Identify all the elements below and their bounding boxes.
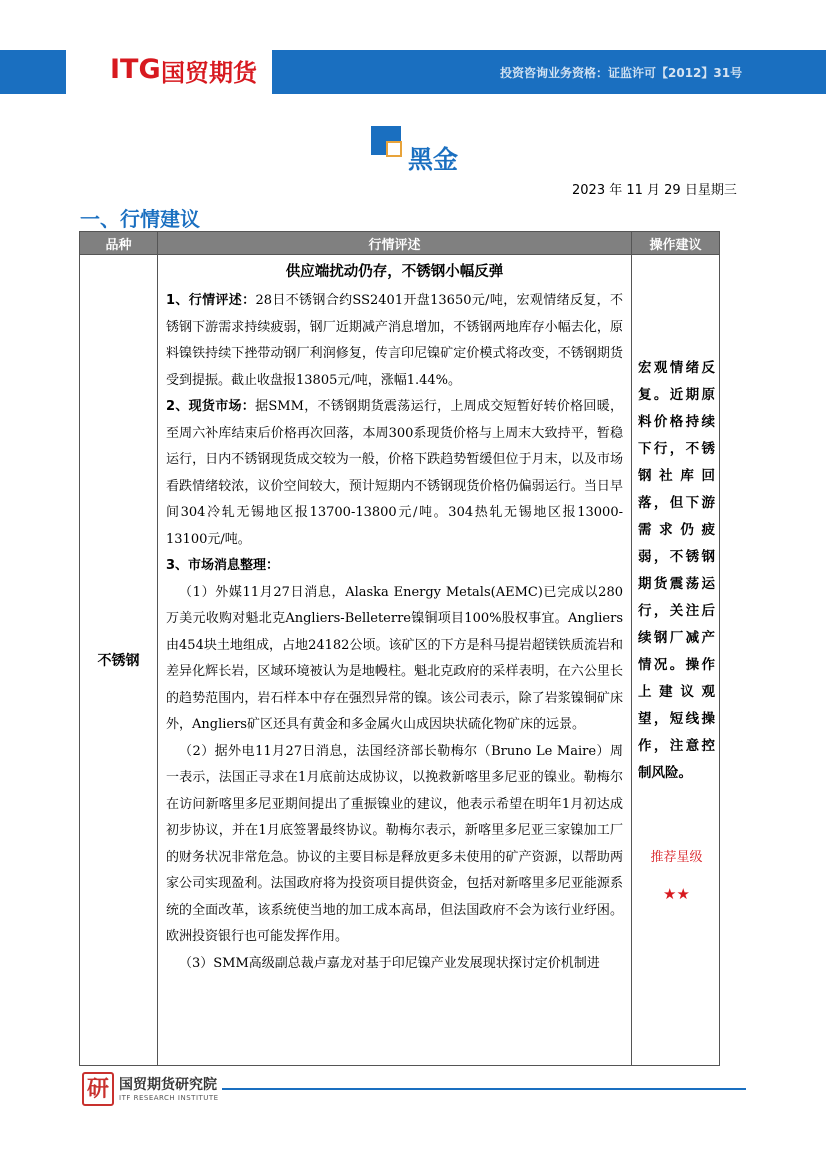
- operation-cell: [632, 255, 720, 1066]
- title-square-inner-icon: [386, 141, 402, 157]
- star-rating-icon: ★★: [663, 885, 690, 903]
- table-header-row: [80, 232, 720, 255]
- research-institute-name: 国贸期货研究院: [119, 1077, 217, 1093]
- footer-divider: [222, 1088, 746, 1090]
- company-logo-itg: ITG: [110, 54, 161, 85]
- kind-cell: 不锈钢: [80, 255, 158, 1066]
- review-text-1: 28日不锈钢合约SS2401开盘13650元/吨，宏观情绪反复，不锈钢下游需求持续疲弱，钢厂近期减产消息增加，不锈钢两地库存小幅去化，原料镍铁持续下挫带动钢厂利润修复，传言印尼镍矿定价模式将改变，不锈钢期货受到提振。截止收盘报13805元/吨，涨幅1.44%。: [166, 293, 623, 388]
- review-label-2: 2、现货市场：: [166, 399, 256, 414]
- license-text: 投资咨询业务资格：证监许可【2012】31号: [500, 66, 743, 80]
- header-band-left: [0, 50, 66, 94]
- header-operation: 操作建议: [632, 232, 720, 255]
- review-label-3: 3、市场消息整理：: [166, 558, 280, 573]
- report-date: 2023 年 11 月 29 日星期三: [572, 183, 737, 198]
- news-item-2: （2）据外电11月27日消息，法国经济部长勒梅尔（Bruno Le Maire）周一表示，法国正寻求在1月底前达成协议，以挽救新喀里多尼亚的镍业。勒梅尔在访问新喀里多尼亚期间提出了重振镍业的建议，他表示希望在明年1月初达成初步协议，并在1月底签署最终协议。勒梅尔表示，新喀里多尼亚三家镍加工厂的财务状况非常危急。协议的主要目标是释放更多未使用的矿产资源，以帮助两家公司实现盈利。法国政府将为投资项目提供资金，包括对新喀里多尼亚能源系统的全面改革，该系统使当地的加工成本高昂，但法国政府不会为该行业纾困。欧洲投资银行也可能发挥作用。: [166, 743, 623, 944]
- news-item-3: （3）SMM高级副总裁卢嘉龙对基于印尼镍产业发展现状探讨定价机制进: [179, 955, 600, 971]
- report-title: 黑金: [408, 145, 459, 174]
- company-logo-name: 国贸期货: [161, 59, 257, 87]
- recommend-label: 推荐星级: [650, 850, 703, 865]
- review-text-2: 据SMM，不锈钢期货震荡运行，上周成交短暂好转价格回暖，至周六补库结束后价格再次回落，本周300系现货价格与上周末大致持平，暂稳运行，日内不锈钢现货成交较为一般，价格下跌趋势暂缓但位于月末，以及市场看跌情绪较浓，议价空间较大，预计短期内不锈钢现货价格仍偏弱运行。当日早间304冷轧无锡地区报13700-13800元/吨。304热轧无锡地区报13000-13100元/吨。: [166, 399, 623, 547]
- review-cell: [158, 255, 632, 1066]
- section-title: 一、行情建议: [80, 207, 200, 231]
- operation-advice: 宏观情绪反复。近期原料价格持续下行，不锈钢社库回落，但下游需求仍疲弱，不锈钢期货震荡运行，关注后续钢厂减产情况。操作上建议观望，短线操作，注意控制风险。: [638, 360, 715, 781]
- table-row: [80, 255, 720, 1066]
- review-label-1: 1、行情评述：: [166, 293, 256, 308]
- header-review: 行情评述: [158, 232, 632, 255]
- research-institute-name-en: ITF RESEARCH INSTITUTE: [119, 1094, 219, 1102]
- header-kind: 品种: [80, 232, 158, 255]
- review-title: 供应端扰动仍存，不锈钢小幅反弹: [285, 264, 504, 280]
- news-item-1: （1）外媒11月27日消息，Alaska Energy Metals(AEMC)已完成以280万美元收购对魁北克Angliers-Belleterre镍铜项目100%股权事宜。Angliers由454块土地组成，占地24182公顷。该矿区的下方是科马提岩超镁铁质流岩和差异化辉长岩，区域环境被认为是地幔柱。魁北克政府的采样表明，在六公里长的趋势范围内，岩石样本中存在强烈异常的镍。该公司表示，除了岩浆镍铜矿床外，Angliers矿区还具有黄金和多金属火山成因块状硫化物矿床的远景。: [166, 584, 623, 732]
- advice-table: [79, 231, 720, 1066]
- review-paragraph-2: [166, 394, 623, 553]
- research-institute-logo-icon: 研: [82, 1072, 114, 1106]
- review-paragraph-1: [166, 288, 623, 394]
